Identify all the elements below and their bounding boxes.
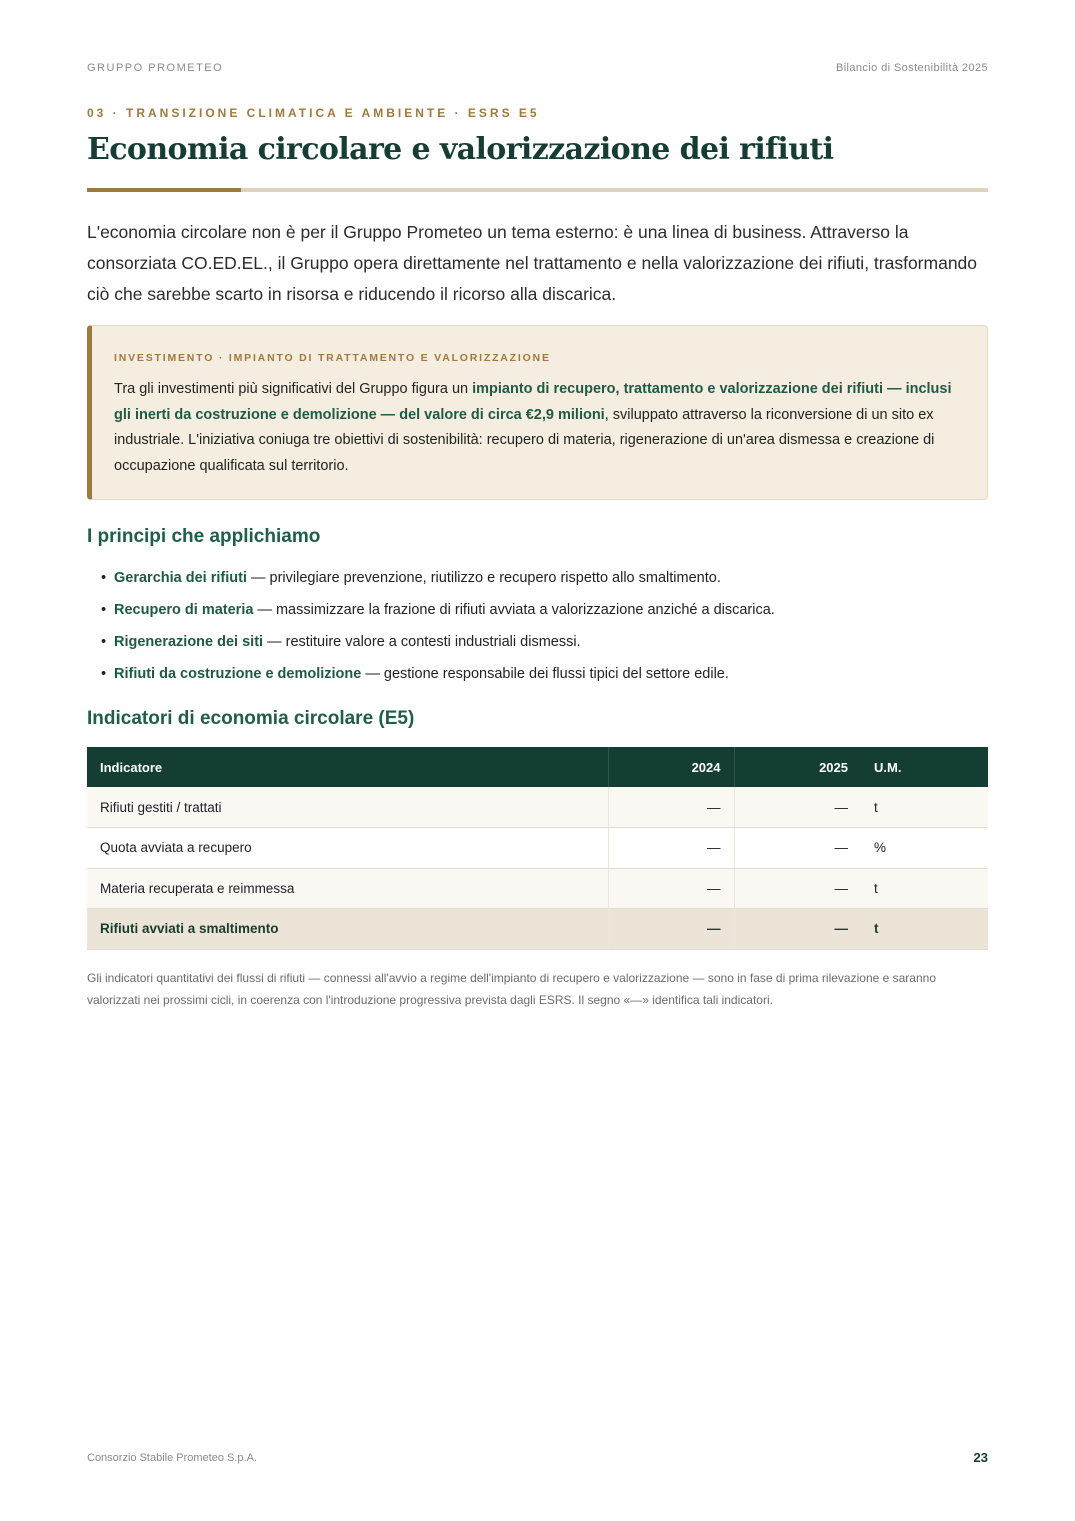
principle-text: — privilegiare prevenzione, riutilizzo e recupero rispetto allo smaltimento.: [246, 570, 721, 586]
principle-term: Rifiuti da costruzione e demolizione: [114, 666, 362, 682]
unit: t: [861, 787, 988, 828]
indicators-heading: Indicatori di economia circolare (E5): [87, 708, 415, 729]
table-footnote: Gli indicatori quantitativi dei flussi di rifiuti — connessi all'avvio a regime dell'impianto di recupero e valorizzazione — sono in fase di prima rilevazione e saranno valorizzati nei prossimi cicli, in coerenza con l'introduzione progressiva prevista dagli ESRS. Il segno «—» identifica tali indicatori.: [87, 971, 936, 1007]
report-page: [87, 0, 988, 1521]
value-2025: —: [734, 909, 861, 950]
bullet-icon: •: [101, 634, 107, 650]
value-2025: —: [734, 868, 861, 909]
principles-list: [101, 562, 981, 690]
running-header: [87, 62, 988, 76]
principle-text: — restituire valore a contesti industriali dismessi.: [263, 634, 581, 650]
column-header-indicator: Indicatore: [87, 747, 608, 787]
list-item: [101, 658, 981, 690]
table-row-total: [87, 909, 988, 950]
footer-company: Consorzio Stabile Prometeo S.p.A.: [87, 1452, 257, 1464]
value-2024: —: [608, 828, 734, 869]
table-header-row: [87, 747, 988, 787]
column-header-2024: 2024: [608, 747, 734, 787]
unit: t: [861, 909, 988, 950]
principle-term: Rigenerazione dei siti: [114, 634, 264, 650]
callout-text-after: , sviluppato attraverso la riconversione di un sito ex industriale. L'iniziativa coniuga tre obiettivi di sostenibilità: recupero di materia, rigenerazione di un'area dismessa e creazione di occupazione qualificata sul territorio.: [114, 406, 935, 474]
list-item: [101, 562, 981, 594]
header-organization: GRUPPO PROMETEO: [87, 62, 224, 74]
intro-paragraph: L'economia circolare non è per il Gruppo Prometeo un tema esterno: è una linea di business. Attraverso la consorziata CO.ED.EL., il Gruppo opera direttamente nel trattamento e nella valorizzazione dei rifiuti, trasformando ciò che sarebbe scarto in risorsa e riducendo il ricorso alla discarica.: [87, 222, 978, 304]
section-label: 03 · TRANSIZIONE CLIMATICA E AMBIENTE · ESRS E5: [87, 106, 540, 120]
title-divider: [87, 188, 988, 192]
callout-highlight: impianto di recupero, trattamento e valorizzazione dei rifiuti — inclusi gli inerti da costruzione e demolizione — del valore di circa €2,9 milioni: [114, 381, 952, 423]
indicators-table: [87, 747, 988, 950]
indicator-name: Rifiuti gestiti / trattati: [87, 787, 608, 828]
unit: %: [861, 828, 988, 869]
header-document-title: Bilancio di Sostenibilità 2025: [835, 62, 988, 74]
callout-text-before: Tra gli investimenti più significativi del Gruppo figura un: [114, 381, 473, 397]
value-2025: —: [734, 828, 861, 869]
table-row: [87, 787, 988, 828]
bullet-icon: •: [101, 570, 107, 586]
page-number: 23: [973, 1450, 988, 1465]
principles-heading: I principi che applichiamo: [87, 526, 321, 547]
value-2024: —: [608, 909, 734, 950]
principle-term: Recupero di materia: [114, 602, 254, 618]
bullet-icon: •: [101, 602, 107, 618]
title-divider-accent: [87, 188, 241, 192]
column-header-unit: U.M.: [861, 747, 988, 787]
indicator-name: Rifiuti avviati a smaltimento: [87, 909, 608, 950]
investment-callout: [87, 325, 988, 500]
list-item: [101, 594, 981, 626]
indicator-name: Quota avviata a recupero: [87, 828, 608, 869]
table-row: [87, 868, 988, 909]
indicator-name: Materia recuperata e reimmessa: [87, 868, 608, 909]
value-2025: —: [734, 787, 861, 828]
unit: t: [861, 868, 988, 909]
principle-text: — gestione responsabile dei flussi tipici del settore edile.: [361, 666, 729, 682]
list-item: [101, 626, 981, 658]
callout-label: INVESTIMENTO · IMPIANTO DI TRATTAMENTO E VALORIZZAZIONE: [114, 352, 551, 364]
principle-term: Gerarchia dei rifiuti: [114, 570, 247, 586]
bullet-icon: •: [101, 666, 107, 682]
table-row: [87, 828, 988, 869]
column-header-2025: 2025: [734, 747, 861, 787]
principle-text: — massimizzare la frazione di rifiuti avviata a valorizzazione anziché a discarica.: [253, 602, 775, 618]
page-title: Economia circolare e valorizzazione dei rifiuti: [87, 132, 834, 167]
callout-text: [114, 377, 961, 479]
value-2024: —: [608, 868, 734, 909]
value-2024: —: [608, 787, 734, 828]
